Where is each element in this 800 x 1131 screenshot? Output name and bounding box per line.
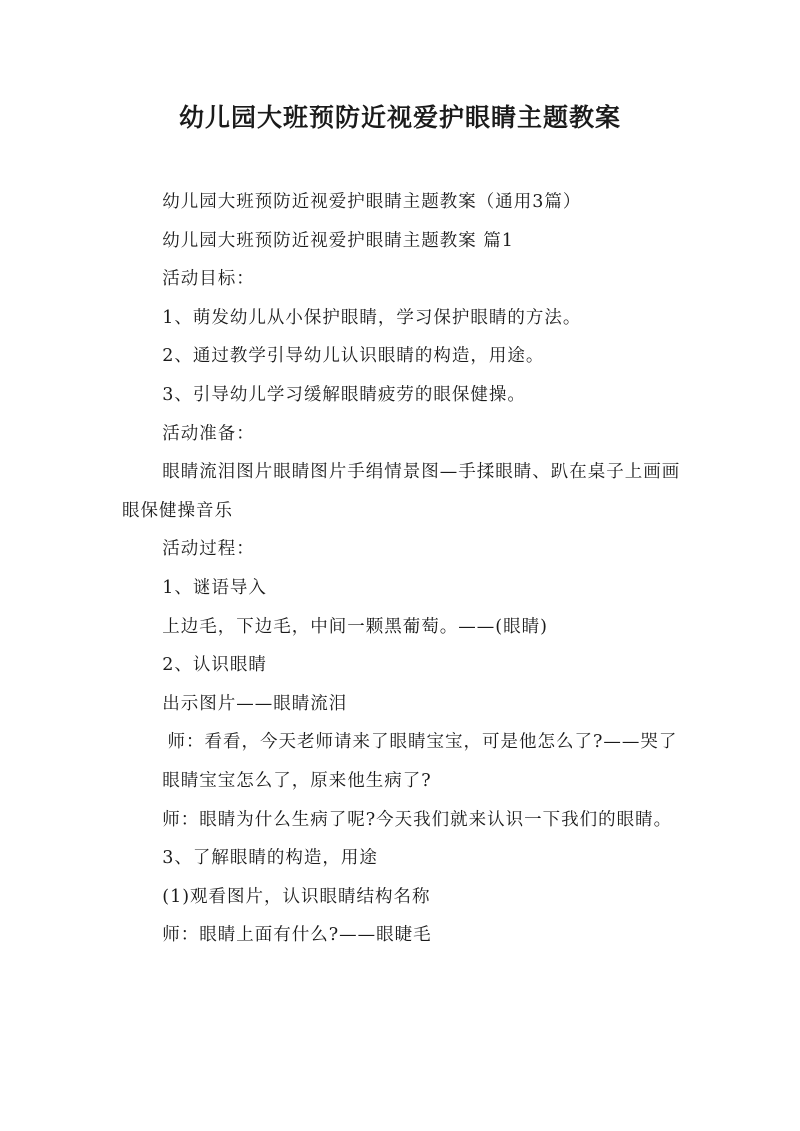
paragraph-goal-1: 1、萌发幼儿从小保护眼睛，学习保护眼睛的方法。 — [162, 307, 582, 328]
paragraph-observe: (1)观看图片，认识眼睛结构名称 — [162, 886, 431, 907]
paragraph-step-3: 3、了解眼睛的构造，用途 — [162, 848, 378, 869]
paragraph-section-heading: 幼儿园大班预防近视爱护眼睛主题教案 篇1 — [162, 230, 514, 251]
paragraph-goal-2: 2、通过教学引导幼儿认识眼睛的构造，用途。 — [162, 346, 545, 367]
paragraph-teacher-2: 师：眼睛为什么生病了呢?今天我们就来认识一下我们的眼睛。 — [162, 809, 673, 830]
paragraph-step-1: 1、谜语导入 — [162, 577, 267, 598]
paragraph-teacher-3: 师：眼睛上面有什么?——眼睫毛 — [162, 925, 432, 946]
paragraph-goals-heading: 活动目标： — [162, 269, 255, 290]
paragraph-eye-sick: 眼睛宝宝怎么了，原来他生病了? — [162, 770, 432, 791]
paragraph-teacher-1: 师：看看，今天老师请来了眼睛宝宝，可是他怎么了?——哭了 — [167, 732, 678, 753]
paragraph-show-picture: 出示图片——眼睛流泪 — [162, 693, 348, 714]
document-title: 幼儿园大班预防近视爱护眼睛主题教案 — [178, 103, 621, 132]
paragraph-preparation-items: 眼睛流泪图片眼睛图片手绢情景图—手揉眼睛、趴在桌子上画画眼保健操音乐 — [122, 462, 681, 521]
paragraph-preparation-heading: 活动准备： — [162, 423, 255, 444]
document-body — [122, 183, 682, 955]
paragraph-step-2: 2、认识眼睛 — [162, 655, 267, 676]
paragraph-subtitle: 幼儿园大班预防近视爱护眼睛主题教案（通用3篇） — [162, 192, 582, 212]
paragraph-riddle: 上边毛，下边毛，中间一颗黑葡萄。——(眼睛) — [162, 616, 548, 637]
paragraph-process-heading: 活动过程： — [162, 539, 255, 560]
paragraph-goal-3: 3、引导幼儿学习缓解眼睛疲劳的眼保健操。 — [162, 384, 526, 405]
